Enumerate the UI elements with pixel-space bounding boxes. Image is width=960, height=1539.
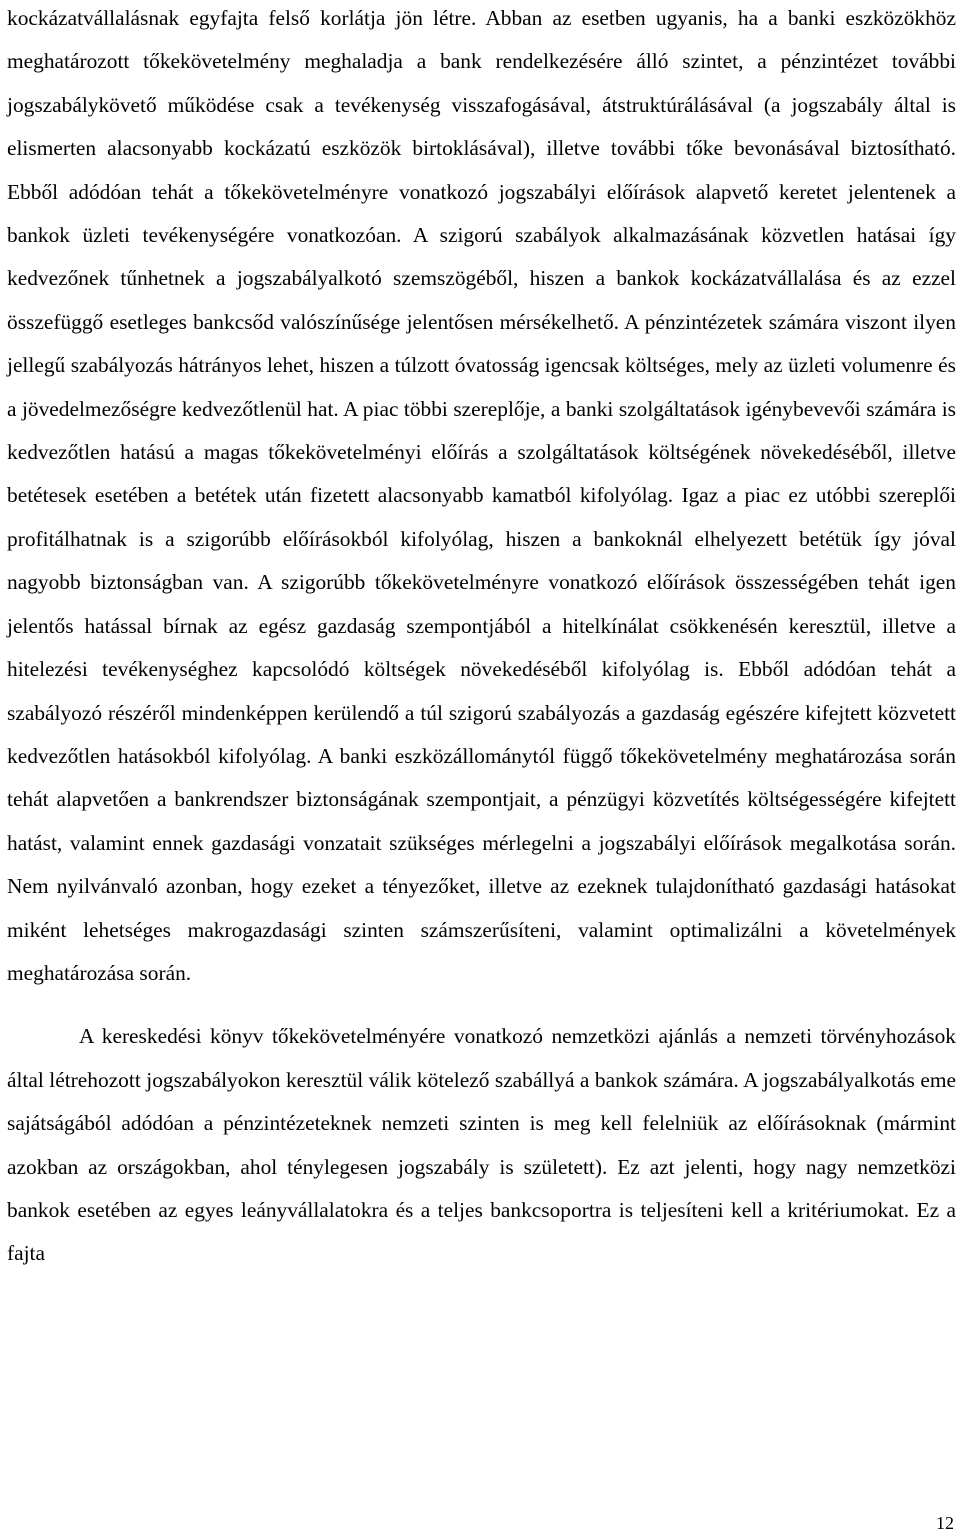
paragraph-2: A kereskedési könyv tőkekövetelményére vonatkozó nemzetközi ajánlás a nemzeti törvényhozások által létrehozott jogszabályokon keresztül válik kötelező szabállyá a bankok számára. A jogszabályalkotás eme sajátságából adódóan a pénzintézeteknek nemzeti szinten is meg kell felelniük az előírásoknak (mármint azokban az országokban, ahol ténylegesen jogszabály is született). Ez azt jelenti, hogy nagy nemzetközi bankok esetében az egyes leányvállalatokra és a teljes bankcsoportra is teljesíteni kell a kritériumokat. Ez a fajta: [7, 1024, 956, 1266]
body-text: [7, 0, 956, 1276]
page-number: 12: [936, 1513, 954, 1533]
paragraph-1: kockázatvállalásnak egyfajta felső korlátja jön létre. Abban az esetben ugyanis, ha a banki eszközökhöz meghatározott tőkekövetelmény meghaladja a bank rendelkezésére álló szintet, a pénzintézet további jogszabálykövető működése csak a tevékenység visszafogásával, átstruktúrálásával (a jogszabály által is elismerten alacsonyabb kockázatú eszközök birtoklásával), illetve további tőke bevonásával biztosítható. Ebből adódóan tehát a tőkekövetelményre vonatkozó jogszabályi előírások alapvető keretet jelentenek a bankok üzleti tevékenységére vonatkozóan. A szigorú szabályok alkalmazásának közvetlen hatásai így kedvezőnek tűnhetnek a jogszabályalkotó szemszögéből, hiszen a bankok kockázatvállalása és az ezzel összefüggő esetleges bankcsőd valószínűsége jelentősen mérsékelhető. A pénzintézetek számára viszont ilyen jellegű szabályozás hátrányos lehet, hiszen a túlzott óvatosság igencsak költséges, mely az üzleti volumenre és a jövedelmezőségre kedvezőtlenül hat. A piac többi szereplője, a banki szolgáltatások igénybevevői számára is kedvezőtlen hatású a magas tőkekövetelményi előírás a szolgáltatások költségének növekedéséből, illetve betétesek esetében a betétek után fizetett alacsonyabb kamatból kifolyólag. Igaz a piac ez utóbbi szereplői profitálhatnak is a szigorúbb előírásokból kifolyólag, hiszen a bankoknál elhelyezett betétük így jóval nagyobb biztonságban van. A szigorúbb tőkekövetelményre vonatkozó előírások összességében tehát igen jelentős hatással bírnak az egész gazdaság szempontjából a hitelkínálat csökkenésén keresztül, illetve a hitelezési tevékenységhez kapcsolódó költségek növekedéséből kifolyólag is. Ebből adódóan tehát a szabályozó részéről mindenképpen kerülendő a túl szigorú szabályozás a gazdaság egészére kifejtett közvetett kedvezőtlen hatásokból kifolyólag. A banki eszközállománytól függő tőkekövetelmény meghatározása során tehát alapvetően a bankrendszer biztonságának szempontjait, a pénzügyi közvetítés költségességére kifejtett hatást, valamint ennek gazdasági vonzatait szükséges mérlegelni a jogszabályi előírások megalkotása során. Nem nyilvánvaló azonban, hogy ezeket a tényezőket, illetve az ezeknek tulajdonítható gazdasági hatásokat miként lehetséges makrogazdasági szinten számszerűsíteni, valamint optimalizálni a követelmények meghatározása során.: [7, 6, 956, 985]
